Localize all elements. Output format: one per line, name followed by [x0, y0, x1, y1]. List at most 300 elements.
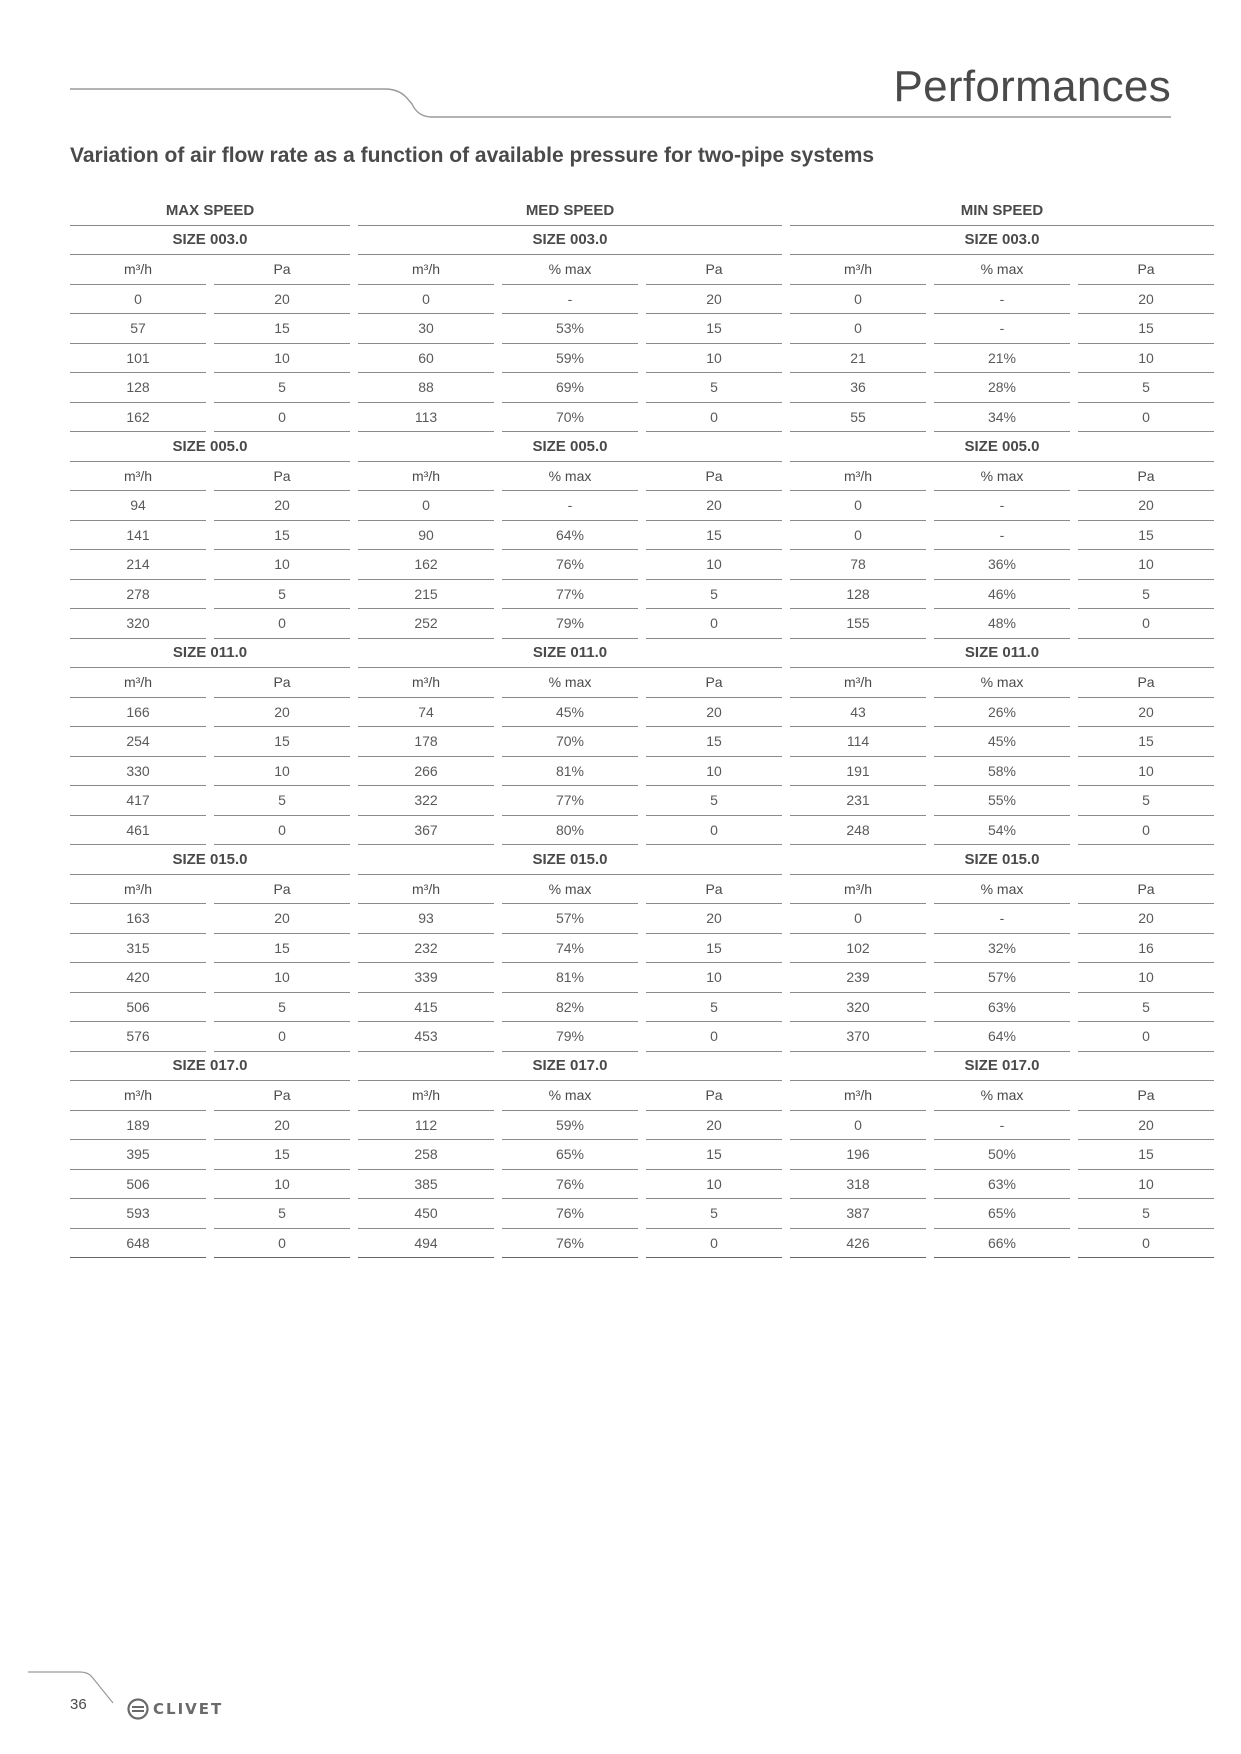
column-gap — [782, 580, 790, 610]
med-pa-cell: 0 — [646, 403, 782, 433]
column-gap — [494, 373, 502, 403]
min-flow-cell: 21 — [790, 344, 926, 374]
size-label: SIZE 017.0 — [790, 1052, 1214, 1082]
column-gap — [782, 639, 790, 669]
column-gap — [782, 786, 790, 816]
max-flow-cell: 163 — [70, 904, 206, 934]
max-pa-cell: 20 — [214, 698, 350, 728]
min-pct-cell: 63% — [934, 993, 1070, 1023]
med-pa-cell: 20 — [646, 698, 782, 728]
column-gap — [350, 314, 358, 344]
size-label: SIZE 015.0 — [358, 845, 782, 875]
column-gap — [782, 432, 790, 462]
column-gap — [206, 963, 214, 993]
column-gap — [638, 963, 646, 993]
max-flow-cell: 128 — [70, 373, 206, 403]
min-pct-cell: 63% — [934, 1170, 1070, 1200]
column-gap — [782, 934, 790, 964]
max-pa-cell: 10 — [214, 344, 350, 374]
med-flow-cell: 339 — [358, 963, 494, 993]
column-gap — [494, 1111, 502, 1141]
column-gap — [1070, 403, 1078, 433]
column-gap — [926, 462, 934, 492]
min-pa-cell: 5 — [1078, 1199, 1214, 1229]
table-row — [70, 373, 1222, 403]
med-flow-cell: 252 — [358, 609, 494, 639]
column-header-flow: m³/h — [70, 668, 206, 698]
med-pa-cell: 10 — [646, 1170, 782, 1200]
min-pct-cell: 64% — [934, 1022, 1070, 1052]
column-gap — [926, 285, 934, 315]
min-flow-cell: 320 — [790, 993, 926, 1023]
column-gap — [1070, 1140, 1078, 1170]
column-gap — [494, 609, 502, 639]
column-gap — [1070, 816, 1078, 846]
column-gap — [494, 521, 502, 551]
min-pct-cell: 57% — [934, 963, 1070, 993]
column-gap — [206, 993, 214, 1023]
med-flow-cell: 93 — [358, 904, 494, 934]
min-flow-cell: 239 — [790, 963, 926, 993]
table-row — [70, 1140, 1222, 1170]
med-pct-cell: 81% — [502, 757, 638, 787]
column-gap — [638, 1111, 646, 1141]
max-pa-cell: 15 — [214, 1140, 350, 1170]
max-flow-cell: 395 — [70, 1140, 206, 1170]
column-header-flow: m³/h — [70, 1081, 206, 1111]
min-pa-cell: 0 — [1078, 609, 1214, 639]
column-gap — [206, 1229, 214, 1259]
size-label-row — [70, 432, 1222, 462]
column-gap — [926, 1199, 934, 1229]
column-gap — [638, 1022, 646, 1052]
min-flow-cell: 114 — [790, 727, 926, 757]
column-gap — [782, 550, 790, 580]
column-gap — [206, 491, 214, 521]
column-header-pct: % max — [502, 255, 638, 285]
column-gap — [926, 373, 934, 403]
column-gap — [494, 1081, 502, 1111]
med-pct-cell: - — [502, 491, 638, 521]
column-gap — [638, 550, 646, 580]
column-gap — [638, 875, 646, 905]
column-gap — [782, 255, 790, 285]
med-pa-cell: 20 — [646, 1111, 782, 1141]
column-gap — [1070, 255, 1078, 285]
med-pa-cell: 5 — [646, 993, 782, 1023]
column-header-pa: Pa — [1078, 875, 1214, 905]
column-gap — [206, 875, 214, 905]
column-gap — [350, 609, 358, 639]
column-header-pa: Pa — [214, 1081, 350, 1111]
column-gap — [782, 668, 790, 698]
min-pa-cell: 10 — [1078, 550, 1214, 580]
size-label: SIZE 003.0 — [790, 226, 1214, 256]
size-label: SIZE 015.0 — [790, 845, 1214, 875]
max-flow-cell: 420 — [70, 963, 206, 993]
column-gap — [638, 786, 646, 816]
column-header-flow: m³/h — [70, 255, 206, 285]
column-gap — [1070, 285, 1078, 315]
max-flow-cell: 94 — [70, 491, 206, 521]
column-header-row — [70, 875, 1222, 905]
med-pa-cell: 0 — [646, 1022, 782, 1052]
column-gap — [638, 462, 646, 492]
column-gap — [926, 1111, 934, 1141]
column-gap — [350, 1199, 358, 1229]
min-pct-cell: 66% — [934, 1229, 1070, 1259]
med-pct-cell: 76% — [502, 1199, 638, 1229]
size-label-row — [70, 639, 1222, 669]
column-header-pct: % max — [502, 668, 638, 698]
column-gap — [926, 963, 934, 993]
column-gap — [206, 1199, 214, 1229]
column-gap — [1070, 934, 1078, 964]
min-pa-cell: 20 — [1078, 904, 1214, 934]
table-row — [70, 1022, 1222, 1052]
column-gap — [350, 344, 358, 374]
med-pa-cell: 0 — [646, 816, 782, 846]
column-header-pct: % max — [502, 462, 638, 492]
min-speed-header: MIN SPEED — [790, 196, 1214, 226]
column-gap — [206, 698, 214, 728]
clivet-logo-icon — [127, 1698, 149, 1720]
column-gap — [206, 1081, 214, 1111]
column-gap — [638, 757, 646, 787]
column-gap — [350, 1111, 358, 1141]
size-label: SIZE 017.0 — [358, 1052, 782, 1082]
column-gap — [782, 609, 790, 639]
column-gap — [206, 1170, 214, 1200]
column-gap — [926, 727, 934, 757]
column-gap — [638, 373, 646, 403]
column-gap — [494, 698, 502, 728]
column-gap — [638, 1199, 646, 1229]
column-gap — [350, 698, 358, 728]
max-flow-cell: 162 — [70, 403, 206, 433]
min-pa-cell: 20 — [1078, 285, 1214, 315]
section-title: Variation of air flow rate as a function of available pressure for two-pipe systems — [70, 144, 875, 167]
column-gap — [1070, 344, 1078, 374]
max-flow-cell: 278 — [70, 580, 206, 610]
column-gap — [350, 845, 358, 875]
min-pa-cell: 15 — [1078, 727, 1214, 757]
med-pa-cell: 15 — [646, 521, 782, 551]
min-pa-cell: 20 — [1078, 1111, 1214, 1141]
table-row — [70, 344, 1222, 374]
column-gap — [494, 668, 502, 698]
max-flow-cell: 593 — [70, 1199, 206, 1229]
column-gap — [206, 934, 214, 964]
column-gap — [494, 1022, 502, 1052]
med-pct-cell: - — [502, 285, 638, 315]
column-gap — [1070, 550, 1078, 580]
min-pa-cell: 20 — [1078, 698, 1214, 728]
med-flow-cell: 113 — [358, 403, 494, 433]
column-gap — [1070, 373, 1078, 403]
max-pa-cell: 0 — [214, 1022, 350, 1052]
column-gap — [494, 1170, 502, 1200]
column-header-flow: m³/h — [358, 875, 494, 905]
med-pa-cell: 5 — [646, 373, 782, 403]
column-header-flow: m³/h — [358, 255, 494, 285]
column-gap — [926, 521, 934, 551]
min-flow-cell: 231 — [790, 786, 926, 816]
column-header-pa: Pa — [646, 1081, 782, 1111]
med-flow-cell: 178 — [358, 727, 494, 757]
clivet-logo-text: CLIVET — [153, 1700, 224, 1718]
table-row — [70, 963, 1222, 993]
med-pa-cell: 10 — [646, 963, 782, 993]
column-gap — [782, 226, 790, 256]
med-flow-cell: 30 — [358, 314, 494, 344]
min-flow-cell: 0 — [790, 314, 926, 344]
size-label: SIZE 011.0 — [790, 639, 1214, 669]
column-gap — [206, 314, 214, 344]
med-pa-cell: 5 — [646, 580, 782, 610]
med-flow-cell: 258 — [358, 1140, 494, 1170]
column-gap — [926, 1140, 934, 1170]
max-pa-cell: 15 — [214, 934, 350, 964]
column-header-pa: Pa — [214, 668, 350, 698]
column-gap — [782, 845, 790, 875]
table-row — [70, 757, 1222, 787]
column-gap — [350, 786, 358, 816]
min-pct-cell: 65% — [934, 1199, 1070, 1229]
column-gap — [926, 1229, 934, 1259]
min-pct-cell: 54% — [934, 816, 1070, 846]
min-pct-cell: - — [934, 491, 1070, 521]
min-pct-cell: 36% — [934, 550, 1070, 580]
column-gap — [350, 550, 358, 580]
med-pa-cell: 10 — [646, 344, 782, 374]
column-gap — [494, 727, 502, 757]
min-pct-cell: 46% — [934, 580, 1070, 610]
med-pct-cell: 65% — [502, 1140, 638, 1170]
column-gap — [638, 668, 646, 698]
column-gap — [638, 255, 646, 285]
med-flow-cell: 0 — [358, 491, 494, 521]
table-row — [70, 403, 1222, 433]
med-flow-cell: 74 — [358, 698, 494, 728]
med-flow-cell: 162 — [358, 550, 494, 580]
column-gap — [782, 698, 790, 728]
med-pa-cell: 20 — [646, 904, 782, 934]
min-pct-cell: - — [934, 285, 1070, 315]
max-flow-cell: 576 — [70, 1022, 206, 1052]
column-header-row — [70, 668, 1222, 698]
min-pa-cell: 0 — [1078, 403, 1214, 433]
med-flow-cell: 450 — [358, 1199, 494, 1229]
max-flow-cell: 166 — [70, 698, 206, 728]
max-flow-cell: 417 — [70, 786, 206, 816]
med-pct-cell: 80% — [502, 816, 638, 846]
med-flow-cell: 60 — [358, 344, 494, 374]
med-flow-cell: 88 — [358, 373, 494, 403]
column-gap — [926, 609, 934, 639]
column-header-flow: m³/h — [358, 1081, 494, 1111]
column-gap — [782, 1111, 790, 1141]
column-gap — [638, 344, 646, 374]
column-gap — [494, 816, 502, 846]
column-gap — [206, 462, 214, 492]
column-gap — [782, 491, 790, 521]
column-gap — [494, 462, 502, 492]
column-gap — [350, 226, 358, 256]
max-pa-cell: 5 — [214, 786, 350, 816]
column-gap — [782, 196, 790, 226]
column-gap — [350, 1170, 358, 1200]
min-pa-cell: 20 — [1078, 491, 1214, 521]
column-gap — [782, 1140, 790, 1170]
table-row — [70, 521, 1222, 551]
column-gap — [350, 432, 358, 462]
column-gap — [782, 521, 790, 551]
column-gap — [638, 521, 646, 551]
column-gap — [638, 1170, 646, 1200]
column-gap — [494, 550, 502, 580]
min-flow-cell: 0 — [790, 1111, 926, 1141]
column-gap — [926, 993, 934, 1023]
min-pa-cell: 16 — [1078, 934, 1214, 964]
med-pct-cell: 64% — [502, 521, 638, 551]
column-gap — [350, 521, 358, 551]
max-pa-cell: 0 — [214, 403, 350, 433]
column-gap — [638, 609, 646, 639]
column-gap — [782, 875, 790, 905]
size-label-row — [70, 226, 1222, 256]
column-gap — [782, 314, 790, 344]
max-flow-cell: 506 — [70, 993, 206, 1023]
column-gap — [350, 1140, 358, 1170]
column-gap — [782, 757, 790, 787]
column-gap — [350, 1052, 358, 1082]
max-pa-cell: 15 — [214, 727, 350, 757]
clivet-logo — [127, 1698, 223, 1720]
med-pct-cell: 76% — [502, 1229, 638, 1259]
med-pct-cell: 77% — [502, 580, 638, 610]
min-pa-cell: 10 — [1078, 963, 1214, 993]
table-row — [70, 580, 1222, 610]
med-flow-cell: 453 — [358, 1022, 494, 1052]
table-row — [70, 491, 1222, 521]
min-pct-cell: - — [934, 1111, 1070, 1141]
column-header-pct: % max — [502, 1081, 638, 1111]
max-flow-cell: 214 — [70, 550, 206, 580]
med-pa-cell: 15 — [646, 934, 782, 964]
med-pct-cell: 70% — [502, 727, 638, 757]
column-gap — [926, 550, 934, 580]
size-label: SIZE 015.0 — [70, 845, 350, 875]
column-gap — [350, 285, 358, 315]
column-header-row — [70, 255, 1222, 285]
column-gap — [206, 285, 214, 315]
column-header-flow: m³/h — [790, 255, 926, 285]
column-gap — [494, 255, 502, 285]
med-pa-cell: 20 — [646, 491, 782, 521]
column-gap — [926, 344, 934, 374]
min-flow-cell: 318 — [790, 1170, 926, 1200]
min-pct-cell: 45% — [934, 727, 1070, 757]
column-gap — [926, 786, 934, 816]
column-gap — [926, 580, 934, 610]
column-gap — [638, 934, 646, 964]
min-flow-cell: 155 — [790, 609, 926, 639]
column-header-pct: % max — [502, 875, 638, 905]
min-pct-cell: - — [934, 904, 1070, 934]
min-pa-cell: 5 — [1078, 786, 1214, 816]
column-gap — [1070, 875, 1078, 905]
column-gap — [926, 875, 934, 905]
column-header-pct: % max — [934, 875, 1070, 905]
max-speed-header: MAX SPEED — [70, 196, 350, 226]
min-flow-cell: 196 — [790, 1140, 926, 1170]
column-gap — [638, 491, 646, 521]
column-gap — [1070, 727, 1078, 757]
max-flow-cell: 189 — [70, 1111, 206, 1141]
table-row — [70, 550, 1222, 580]
column-gap — [1070, 963, 1078, 993]
max-pa-cell: 20 — [214, 491, 350, 521]
min-pct-cell: 58% — [934, 757, 1070, 787]
column-gap — [638, 904, 646, 934]
med-flow-cell: 112 — [358, 1111, 494, 1141]
column-gap — [206, 786, 214, 816]
column-gap — [926, 314, 934, 344]
min-flow-cell: 387 — [790, 1199, 926, 1229]
table-row — [70, 1199, 1222, 1229]
column-gap — [926, 403, 934, 433]
med-pct-cell: 69% — [502, 373, 638, 403]
column-gap — [350, 462, 358, 492]
max-flow-cell: 141 — [70, 521, 206, 551]
min-pct-cell: 21% — [934, 344, 1070, 374]
size-label: SIZE 005.0 — [790, 432, 1214, 462]
column-gap — [782, 727, 790, 757]
column-gap — [638, 580, 646, 610]
column-gap — [782, 285, 790, 315]
min-pa-cell: 15 — [1078, 314, 1214, 344]
column-gap — [926, 816, 934, 846]
min-flow-cell: 0 — [790, 285, 926, 315]
column-gap — [782, 993, 790, 1023]
min-pa-cell: 5 — [1078, 993, 1214, 1023]
column-header-pct: % max — [934, 668, 1070, 698]
column-gap — [350, 580, 358, 610]
max-pa-cell: 10 — [214, 963, 350, 993]
column-gap — [1070, 786, 1078, 816]
min-pct-cell: 48% — [934, 609, 1070, 639]
med-pa-cell: 15 — [646, 314, 782, 344]
min-pct-cell: 28% — [934, 373, 1070, 403]
column-gap — [350, 875, 358, 905]
column-gap — [494, 786, 502, 816]
column-gap — [494, 491, 502, 521]
column-gap — [206, 609, 214, 639]
column-gap — [782, 816, 790, 846]
max-pa-cell: 20 — [214, 904, 350, 934]
column-gap — [350, 403, 358, 433]
column-gap — [350, 1081, 358, 1111]
column-gap — [494, 403, 502, 433]
size-label: SIZE 005.0 — [70, 432, 350, 462]
column-gap — [206, 757, 214, 787]
size-label: SIZE 017.0 — [70, 1052, 350, 1082]
column-gap — [206, 344, 214, 374]
min-pa-cell: 5 — [1078, 373, 1214, 403]
column-gap — [926, 757, 934, 787]
column-gap — [638, 698, 646, 728]
